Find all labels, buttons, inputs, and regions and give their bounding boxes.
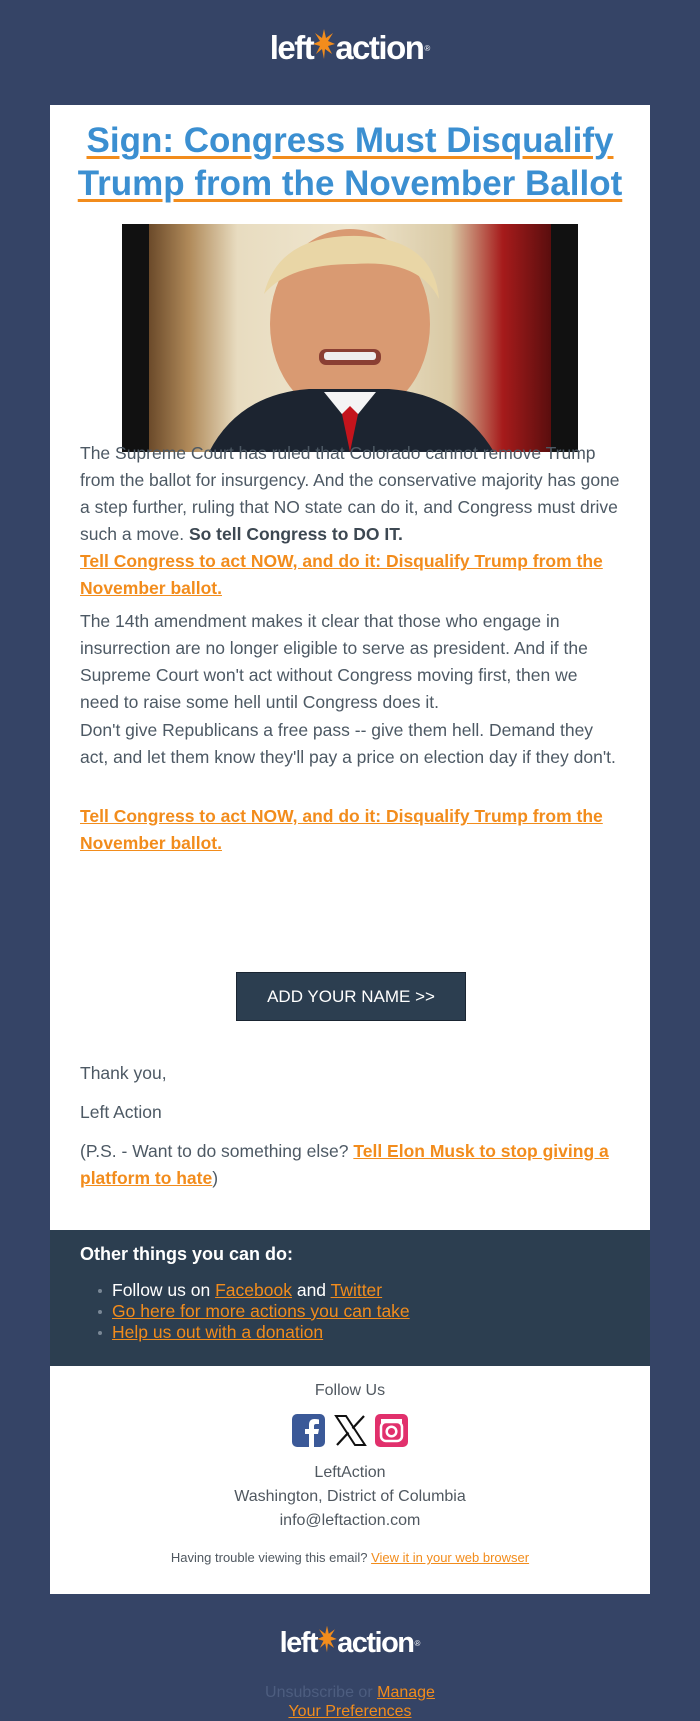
list-item — [112, 1322, 410, 1343]
twitter-link[interactable]: Twitter — [330, 1280, 383, 1300]
leftaction-logo-footer[interactable] — [0, 1625, 700, 1661]
list-item: Follow us on Facebook and Twitter — [112, 1280, 410, 1301]
org-location: Washington, District of Columbia — [234, 1488, 466, 1505]
republicans-paragraph: Don't give Republicans a free pass -- give them hell. Demand they act, and let them know they'll pay a price on election day if they don't. — [80, 720, 616, 767]
other-actions-list — [112, 1280, 410, 1343]
registered-mark: ® — [424, 43, 431, 53]
ps-paragraph: (P.S. - Want to do something else? Tell Elon Musk to stop giving a platform to hate) — [80, 1141, 609, 1188]
facebook-link[interactable]: Facebook — [215, 1280, 292, 1300]
trouble-viewing-text: Having trouble viewing this email? View it in your web browser — [170, 1550, 530, 1565]
email-card — [50, 105, 650, 1594]
unsubscribe-link[interactable]: Unsubscribe — [265, 1684, 354, 1701]
other-actions-title: Other things you can do: — [80, 1244, 294, 1264]
amendment-paragraph: The 14th amendment makes it clear that those who engage in insurrection are no longer eligible to serve as president. And if the Supreme Court won't act without Congress moving first, then we need to raise some hell until Congress does it. — [80, 611, 588, 712]
manage-link[interactable]: Manage — [377, 1684, 435, 1701]
org-email: info@leftaction.com — [279, 1512, 421, 1529]
org-name: LeftAction — [314, 1464, 386, 1481]
logo-word-left: left — [279, 1626, 318, 1659]
x-icon[interactable] — [334, 1414, 367, 1447]
starburst-icon — [313, 27, 335, 69]
signature-text: Left Action — [80, 1102, 162, 1122]
cta-link-1[interactable]: Tell Congress to act NOW, and do it: Disqualify Trump from the November ballot. — [80, 551, 603, 598]
logo-word-left: left — [269, 29, 314, 66]
thank-you-text: Thank you, — [80, 1063, 167, 1083]
logo-word-right: action — [337, 1626, 414, 1659]
other-actions-section — [50, 1230, 650, 1366]
cta-paragraph-2 — [80, 803, 620, 857]
hero-image — [122, 224, 578, 452]
cta-paragraph-1 — [80, 548, 620, 602]
cta-link-2[interactable]: Tell Congress to act NOW, and do it: Disqualify Trump from the November ballot. — [80, 806, 603, 853]
preferences-link[interactable]: Your Preferences — [288, 1703, 412, 1720]
bottom-links: Unsubscribe or Manage Your Preferences — [265, 1684, 435, 1720]
social-icons — [292, 1414, 408, 1448]
add-your-name-button[interactable]: ADD YOUR NAME >> — [236, 972, 466, 1021]
registered-mark: ® — [414, 1638, 421, 1648]
hero-photo — [149, 224, 551, 452]
instagram-icon[interactable] — [375, 1414, 408, 1447]
headline-link[interactable]: Sign: Congress Must Disqualify Trump from the November Ballot — [77, 121, 623, 203]
donation-link[interactable]: Help us out with a donation — [112, 1322, 324, 1342]
list-item — [112, 1301, 410, 1322]
intro-paragraph: The Supreme Court has ruled that Colorado cannot remove Trump from the ballot for insurgency. And the conservative majority has gone a step further, ruling that NO state can do it, and Congress must drive such a move. So tell Congress to DO IT. — [80, 443, 620, 544]
follow-us-label: Follow Us — [314, 1382, 386, 1399]
headline — [50, 119, 650, 205]
starburst-icon — [317, 1624, 337, 1662]
leftaction-logo[interactable] — [0, 28, 700, 68]
facebook-icon[interactable] — [292, 1414, 325, 1447]
view-in-browser-link[interactable]: View it in your web browser — [371, 1550, 530, 1565]
more-actions-link[interactable]: Go here for more actions you can take — [112, 1301, 410, 1321]
elon-musk-link[interactable]: Tell Elon Musk to stop giving a platform to hate — [80, 1141, 609, 1188]
logo-word-right: action — [335, 29, 424, 66]
